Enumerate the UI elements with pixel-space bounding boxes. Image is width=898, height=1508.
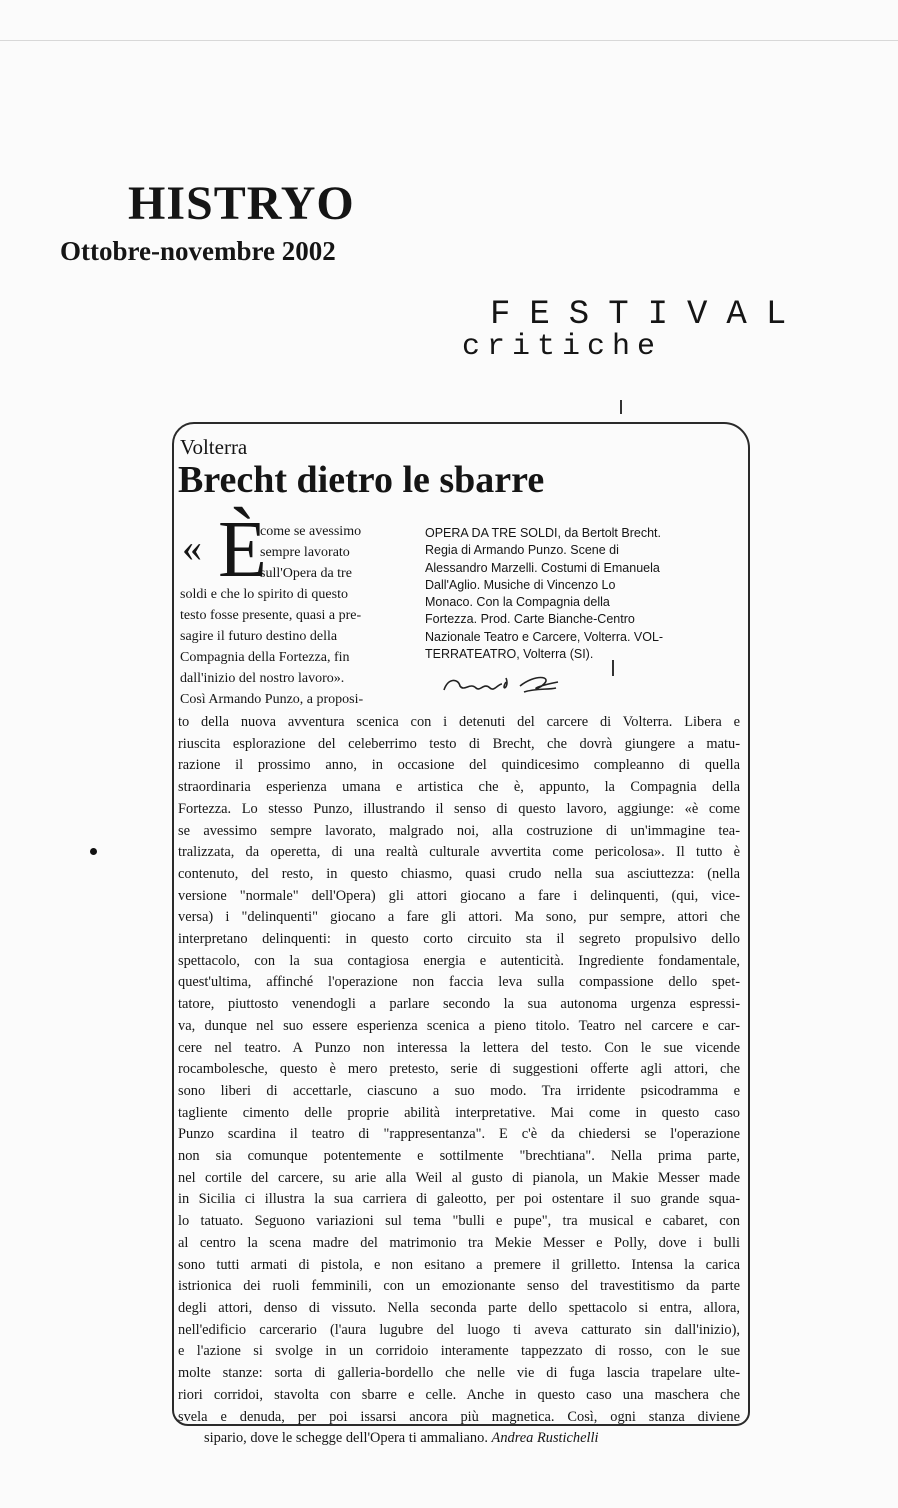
scan-mark	[620, 400, 622, 414]
credits-line: Nazionale Teatro e Carcere, Volterra. VOL-	[425, 629, 664, 644]
body-line: cere nel teatro. A Punzo non interessa la lettera del testo. Con le sue vicende	[178, 1039, 740, 1056]
body-line: sipario, dove le schegge dell'Opera ti ammaliano.	[204, 1430, 488, 1447]
lead-line: come se avessimo	[260, 524, 362, 539]
body-line: razione il prossimo anno, in occasione del quindicesimo compleanno di quella	[178, 757, 740, 774]
body-line: to della nuova avventura scenica con i detenuti del carcere di Volterra. Libera e	[178, 714, 740, 730]
credits-line: Regia di Armando Punzo. Scene di	[425, 543, 619, 558]
publication-masthead: HISTRYO	[128, 177, 355, 230]
credits-line: Fortezza. Prod. Carte Bianche-Centro	[425, 612, 635, 627]
lead-line: Compagnia della Fortezza, fin	[180, 650, 350, 665]
lead-line: sagire il futuro destino della	[180, 629, 338, 644]
body-line: spettacolo, con la sua contagiosa energia e autenticità. Ingrediente fondamentale,	[178, 952, 740, 969]
credits-line: TERRATEATRO, Volterra (SI).	[425, 647, 594, 662]
body-last-line	[178, 1428, 740, 1450]
credits-line: Monaco. Con la Compagnia della	[425, 595, 610, 610]
article-lead-column	[180, 521, 397, 710]
credits-line: Dall'Aglio. Musiche di Vincenzo Lo	[425, 577, 616, 592]
body-line: sono liberi di accettarle, ciascuno a suo modo. Tra irridente psicodramma e	[178, 1082, 740, 1099]
article-author: Andrea Rustichelli	[491, 1430, 599, 1447]
body-line: in Sicilia ci illustra la sua carriera di galeotto, per poi ostentare il suo grande squa-	[178, 1191, 740, 1208]
opening-quote-mark: «	[182, 525, 202, 570]
body-line: degli attori, denso di vissuto. Nella seconda parte dello spettacolo si entra, allora,	[178, 1299, 740, 1316]
body-line: contenuto, del resto, in questo chiasmo, quasi crudo nella sua asciuttezza: (nella	[178, 865, 740, 882]
production-credits	[425, 525, 741, 663]
section-label: FESTIVAL	[490, 296, 806, 334]
lead-line: Così Armando Punzo, a proposi-	[180, 692, 364, 707]
scan-speck	[90, 848, 97, 855]
subsection-label: critiche	[462, 330, 663, 364]
body-line: se avessimo sempre lavorato, malgrado noi, alla costruzione di un'immagine tea-	[178, 822, 740, 839]
lead-line: testo fosse presente, quasi a pre-	[180, 608, 362, 623]
lead-line: sull'Opera da tre	[260, 566, 352, 581]
body-line: riori corridoi, stavolta con sbarre e celle. Anche in questo caso una maschera che	[178, 1386, 740, 1403]
body-line: istrionica dei ruoli femminili, con un emozionante senso del travestitismo da parte	[178, 1278, 740, 1295]
issue-date: Ottobre-novembre 2002	[60, 236, 336, 266]
body-line: interpretano delinquenti: in questo corto circuito sta il segreto propulsivo dello	[178, 931, 740, 948]
body-line: versione "normale" dell'Opera) gli attori giocano a fare i delinquenti, (qui, vice-	[178, 887, 740, 904]
drop-cap: È	[218, 506, 267, 594]
credits-line: Alessandro Marzelli. Costumi di Emanuela	[425, 560, 660, 575]
handwritten-annotation	[440, 670, 560, 700]
body-line: al centro la scena madre del matrimonio tra Mekie Messer e Polly, dove i bulli	[178, 1234, 740, 1251]
body-line: quest'ultima, affinché l'operazione non faccia leva sulla compassione dello spet-	[178, 974, 740, 991]
scan-top-edge	[0, 40, 898, 41]
body-line: versa) i "delinquenti" giocano a fare gli attori. Ma sono, pur sempre, attori che	[178, 909, 740, 926]
body-line: sono tutti armati di pistola, e non esitano a premere il grilletto. Intensa la carica	[178, 1256, 740, 1273]
body-line: lo tatuato. Seguono variazioni sul tema "bulli e pupe", tra musical e cabaret, con	[178, 1213, 740, 1230]
body-line: e l'azione si svolge in un corridoio interamente tappezzato di rosso, con le sue	[178, 1343, 740, 1360]
lead-line: sempre lavorato	[260, 545, 350, 560]
body-line: va, dunque nel suo essere esperienza scenica a pieno titolo. Teatro nel carcere e car-	[178, 1017, 740, 1034]
lead-line: soldi e che lo spirito di questo	[180, 587, 348, 602]
body-line: tagliente cimento delle proprie abilità interpretative. Mai come in questo caso	[178, 1104, 740, 1121]
body-line: Fortezza. Lo stesso Punzo, illustrando il senso di questo lavoro, aggiunge: «è come	[178, 800, 740, 817]
body-line: molte stanze: sorta di galleria-bordello che nelle vie di fuga lascia trapelare ulte-	[178, 1365, 740, 1382]
body-line: nel cortile del carcere, su arie alla Weil al gusto di pianola, un Makie Messer made	[178, 1169, 740, 1186]
article-headline: Brecht dietro le sbarre	[178, 459, 545, 501]
body-line: straordinaria esperienza umana e artistica che è, appunto, la Compagnia della	[178, 779, 740, 796]
body-line: tralizzata, da operetta, di una realtà culturale avvertita come pericolosa». Il tutto è	[178, 844, 740, 861]
credits-line: OPERA DA TRE SOLDI, da Bertolt Brecht.	[425, 526, 661, 540]
body-line: svela e denuda, per poi issarsi ancora più magnetica. Così, ogni stanza diviene	[178, 1408, 740, 1425]
body-line: nell'edificio carcerario (l'aura lugubre del luogo ti aveva catturato sin dall'inizio),	[178, 1321, 740, 1338]
body-line: non sia comunque potentemente e sottilmente "brechtiana". Nella prima parte,	[178, 1148, 740, 1165]
lead-line: dall'inizio del nostro lavoro».	[180, 671, 345, 686]
body-line: riuscita esplorazione del celeberrimo testo di Brecht, che dovrà giungere a matu-	[178, 735, 740, 752]
body-line: Punzo scardina il teatro di "rappresentanza". E c'è da chiedersi se l'operazione	[178, 1126, 740, 1143]
article-body	[178, 712, 740, 1450]
body-line: rocambolesche, questo è mero pretesto, serie di suggestioni offerte agli attori, che	[178, 1061, 740, 1078]
article-kicker: Volterra	[180, 435, 248, 459]
body-line: tatore, piuttosto venendogli a parlare secondo la sua autonoma urgenza espressi-	[178, 996, 740, 1013]
